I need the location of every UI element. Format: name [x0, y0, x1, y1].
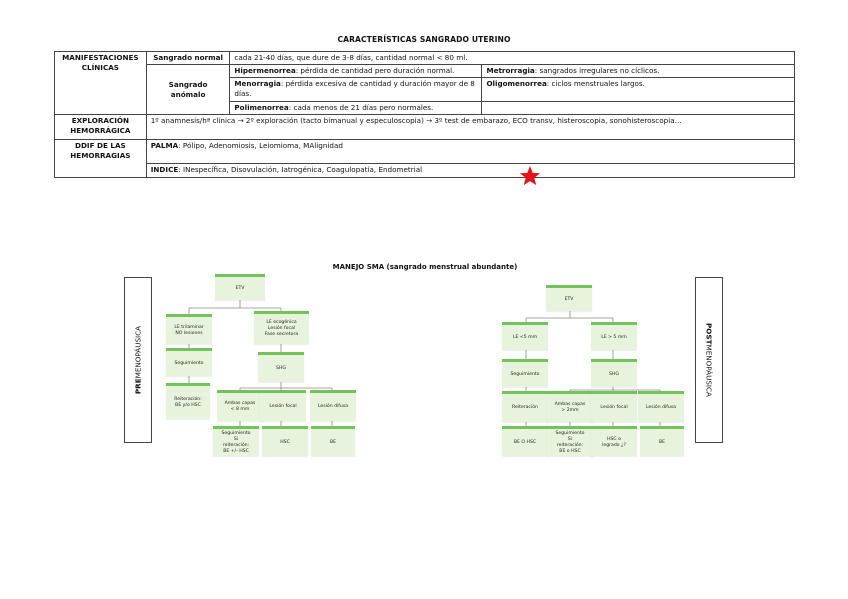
pre-node-shg: SHG — [258, 352, 304, 382]
polimenorrea-term: Polimenorrea — [234, 103, 289, 112]
pre-bold: PRE — [133, 378, 143, 395]
oligomenorrea-term: Oligomenorrea — [486, 79, 547, 88]
post-node-shg: SHG — [591, 359, 637, 387]
hipermenorrea-term: Hipermenorrea — [234, 66, 296, 75]
pre-node-hsc: HSC — [262, 426, 308, 456]
post-node-be-o-hsc: BE O HSC — [502, 426, 548, 456]
pre-rest: MENOPÁUSICA — [133, 325, 143, 379]
oligomenorrea-text: : ciclos menstruales largos. — [546, 79, 645, 88]
sangrado-normal-label: Sangrado normal — [146, 52, 230, 65]
pre-node-be: BE — [311, 426, 355, 456]
pre-node-ambas-capas: Ambas capas < 8 mm — [217, 390, 263, 421]
post-node-seguimiento: Seguimiento — [502, 359, 548, 387]
hipermenorrea-text: : pérdida de cantidad pero duración normal. — [295, 66, 455, 75]
menorragia-term: Menorragia — [234, 79, 281, 88]
page-title: CARACTERÍSTICAS SANGRADO UTERINO — [337, 35, 511, 44]
post-node-hsc-legrado: HSC o legrado ¿? — [591, 426, 637, 456]
diagram-title: MANEJO SMA (sangrado menstrual abundante) — [332, 263, 518, 271]
sangrado-normal-text: cada 21-40 días, que dure de 3-8 días, cantidad normal < 80 ml. — [230, 52, 795, 65]
post-node-lesion-focal: Lesión focal — [591, 391, 637, 422]
metrorragia-text: : sangrados irregulares no cíclicos. — [534, 66, 660, 75]
polimenorrea-text: : cada menos de 21 días pero normales. — [288, 103, 434, 112]
pre-node-lesion-focal: Lesión focal — [260, 390, 306, 421]
post-node-le-menor: LE <5 mm — [502, 322, 548, 350]
pre-node-seguimiento-reiteracion: Seguimiento Si reiteración: BE +/- HSC — [213, 426, 259, 456]
post-node-ambas-capas: Ambas capas > 2mm — [547, 391, 593, 422]
pre-node-etv: ETV — [215, 274, 265, 300]
post-node-etv: ETV — [546, 285, 592, 311]
palma-term: PALMA — [150, 141, 179, 150]
exploracion-header: EXPLORACIÓN HEMORRÁGICA — [55, 115, 147, 140]
post-node-be: BE — [640, 426, 684, 456]
pre-node-le-ecogenica: LE ecogénica Lesión focal Fase secretora — [254, 311, 309, 344]
exploracion-text: 1º anamnesis/hª clínica → 2º exploración (tacto bimanual y especuloscopia) → 3º test de embarazo, ECO transv, histeroscopia, sonohisteroscopia… — [146, 115, 794, 140]
post-node-le-mayor: LE > 5 mm — [591, 322, 637, 350]
palma-text: : Pólipo, Adenomiosis, Leiomioma, MAlignidad — [178, 141, 343, 150]
post-rest: MENOPÁUSICA — [704, 344, 714, 397]
post-bold: POST — [704, 323, 714, 345]
post-node-lesion-difusa: Lesión difusa — [638, 391, 684, 422]
ddif-header: DDIF DE LAS HEMORRAGIAS — [55, 140, 147, 178]
indice-term: INDICE — [150, 165, 179, 174]
manifestaciones-header: MANIFESTACIONES CLÍNICAS — [55, 52, 147, 115]
menorragia-text: : pérdida excesiva de cantidad y duración mayor de 8 días. — [234, 79, 475, 98]
post-node-seguimiento-reiteracion: Seguimiento Si reiteración: BE o HSC — [547, 426, 593, 456]
pre-node-le-trilaminar: LE trilaminar NO lesiones — [166, 314, 212, 344]
post-node-reiteracion: Reiteración — [502, 391, 548, 422]
metrorragia-term: Metrorragia — [486, 66, 535, 75]
sangrado-anomalo-label: Sangrado anómalo — [146, 65, 230, 115]
pre-node-seguimiento: Seguimiento — [166, 348, 212, 376]
pre-node-reiteracion: Reiteración: BE y/o HSC — [166, 383, 210, 419]
indice-text: : INespecífica, Disovulación, Iatrogénica, Coagulopatía, Endometrial — [178, 165, 423, 174]
pre-node-lesion-difusa: Lesión difusa — [310, 390, 356, 421]
